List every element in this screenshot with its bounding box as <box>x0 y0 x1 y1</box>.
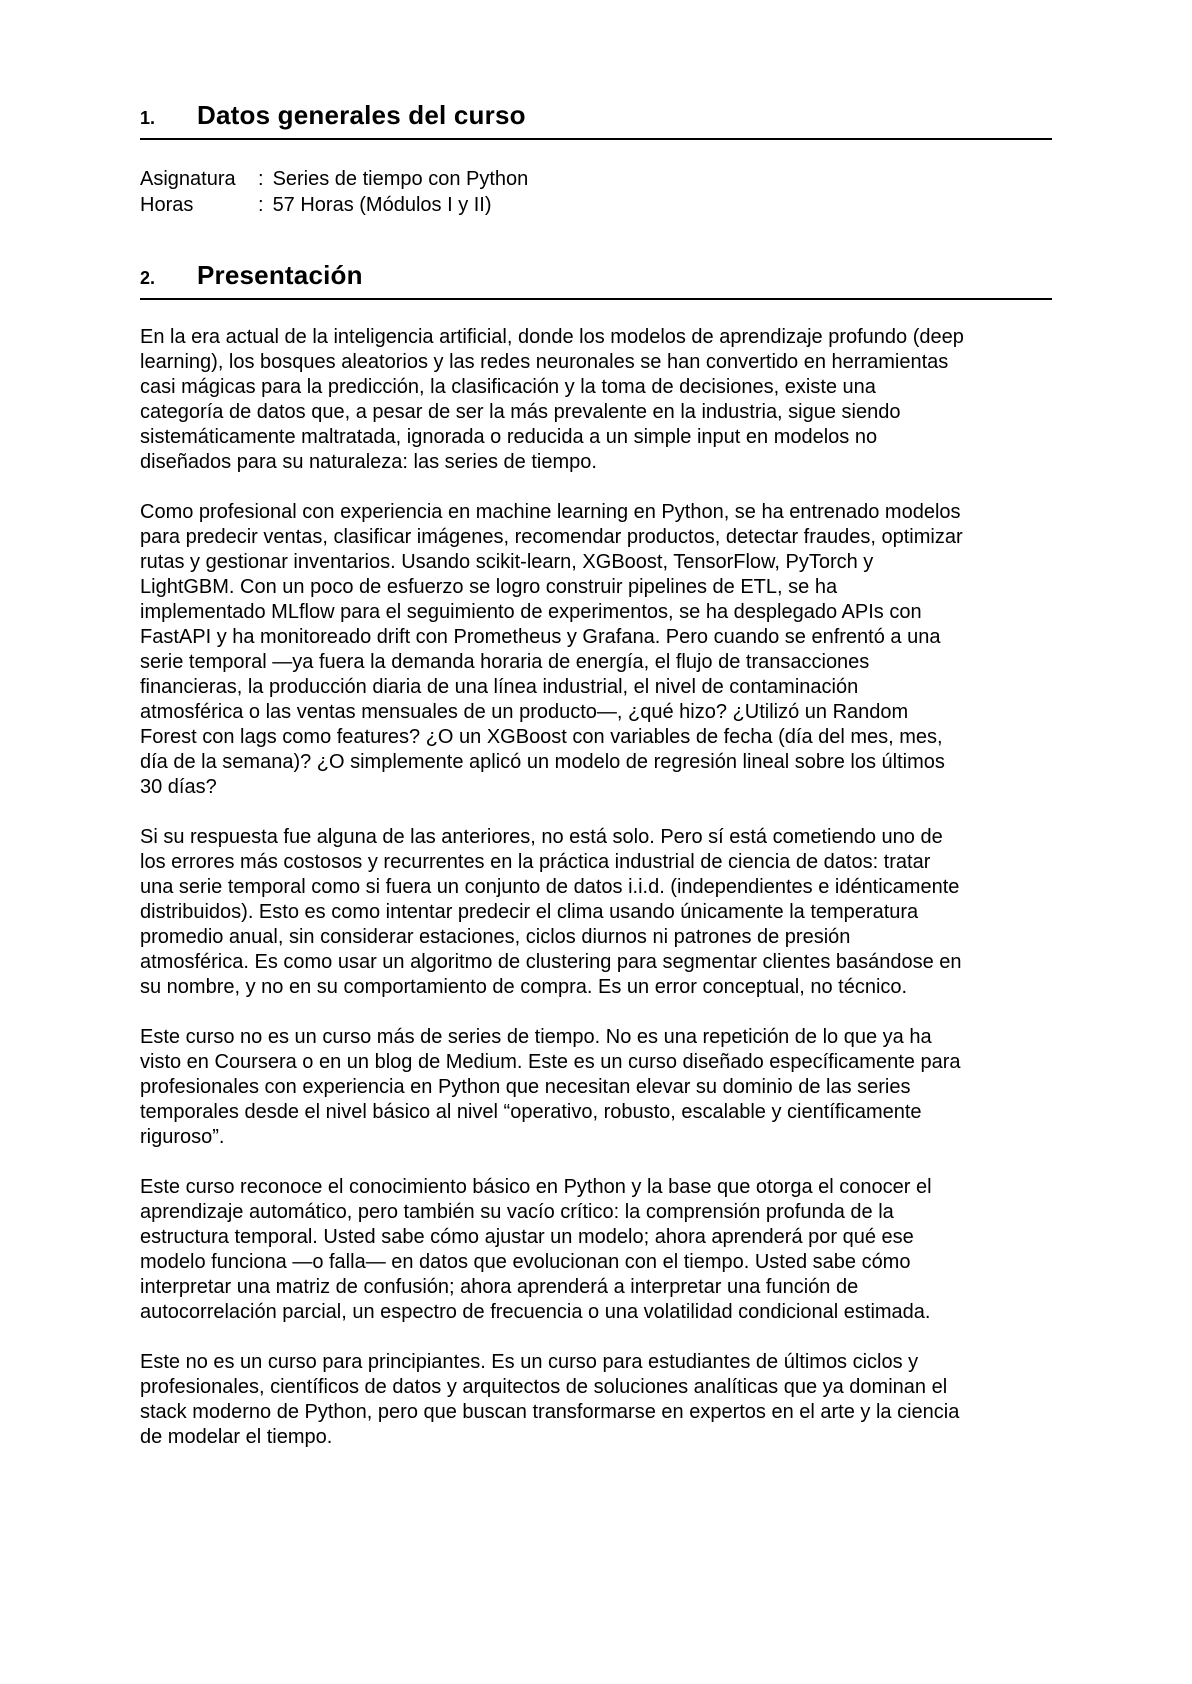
info-label: Horas <box>140 194 194 216</box>
heading-number: 1. <box>140 108 156 128</box>
section-heading-presentation <box>140 260 1052 300</box>
heading-title: Presentación <box>197 260 363 290</box>
paragraph-6: Este no es un curso para principiantes. Es un curso para estudiantes de últimos ciclos y profesionales, científicos de datos y arquitectos de soluciones analíticas que ya dominan el stack moderno de Python, pero que buscan transformarse en expertos en el arte y la ciencia de modelar el tiempo. <box>140 1351 960 1448</box>
info-value: Series de tiempo con Python <box>272 168 529 190</box>
paragraph-1: En la era actual de la inteligencia artificial, donde los modelos de aprendizaje profundo (deep learning), los bosques aleatorios y las redes neuronales se han convertido en herramientas casi mágicas para la predicción, la clasificación y la toma de decisiones, existe una categoría de datos que, a pesar de ser la más prevalente en la industria, sigue siendo sistemáticamente maltratada, ignorada o reducida a un simple input en modelos no diseñados para su naturaleza: las series de tiempo. <box>140 326 964 473</box>
info-value: 57 Horas (Módulos I y II) <box>272 194 492 216</box>
info-separator: : <box>258 194 264 216</box>
heading-number: 2. <box>140 268 156 288</box>
section-heading-general <box>140 100 1052 140</box>
course-info-row-asignatura <box>140 166 1052 192</box>
course-info <box>140 166 1052 218</box>
course-info-row-horas <box>140 192 1052 218</box>
info-label: Asignatura <box>140 168 236 190</box>
paragraph-2: Como profesional con experiencia en machine learning en Python, se ha entrenado modelos para predecir ventas, clasificar imágenes, recomendar productos, detectar fraudes, optimizar rutas y gestionar inventarios. Usando scikit-learn, XGBoost, TensorFlow, PyTorch y LightGBM. Con un poco de esfuerzo se logro construir pipelines de ETL, se ha implementado MLflow para el seguimiento de experimentos, se ha desplegado APIs con FastAPI y ha monitoreado drift con Prometheus y Grafana. Pero cuando se enfrentó a una serie temporal —ya fuera la demanda horaria de energía, el flujo de transacciones financieras, la producción diaria de una línea industrial, el nivel de contaminación atmosférica o las ventas mensuales de un producto—, ¿qué hizo? ¿Utilizó un Random Forest con lags como features? ¿O un XGBoost con variables de fecha (día del mes, mes, día de la semana)? ¿O simplemente aplicó un modelo de regresión lineal sobre los últimos 30 días? <box>140 501 963 798</box>
heading-title: Datos generales del curso <box>197 100 526 130</box>
info-separator: : <box>258 168 264 190</box>
paragraph-4: Este curso no es un curso más de series de tiempo. No es una repetición de lo que ya ha visto en Coursera o en un blog de Medium. Este es un curso diseñado específicamente para profesionales con experiencia en Python que necesitan elevar su dominio de las series temporales desde el nivel básico al nivel “operativo, robusto, escalable y científicamente riguroso”. <box>140 1026 961 1148</box>
paragraph-5: Este curso reconoce el conocimiento básico en Python y la base que otorga el conocer el aprendizaje automático, pero también su vacío crítico: la comprensión profunda de la estructura temporal. Usted sabe cómo ajustar un modelo; ahora aprenderá por qué ese modelo funciona —o falla— en datos que evolucionan con el tiempo. Usted sabe cómo interpretar una matriz de confusión; ahora aprenderá a interpretar una función de autocorrelación parcial, un espectro de frecuencia o una volatilidad condicional estimada. <box>140 1176 932 1323</box>
paragraph-3: Si su respuesta fue alguna de las anteriores, no está solo. Pero sí está cometiendo uno de los errores más costosos y recurrentes en la práctica industrial de ciencia de datos: tratar una serie temporal como si fuera un conjunto de datos i.i.d. (independientes e idénticamente distribuidos). Esto es como intentar predecir el clima usando únicamente la temperatura promedio anual, sin considerar estaciones, ciclos diurnos ni patrones de presión atmosférica. Es como usar un algoritmo de clustering para segmentar clientes basándose en su nombre, y no en su comportamiento de compra. Es un error conceptual, no técnico. <box>140 826 962 998</box>
